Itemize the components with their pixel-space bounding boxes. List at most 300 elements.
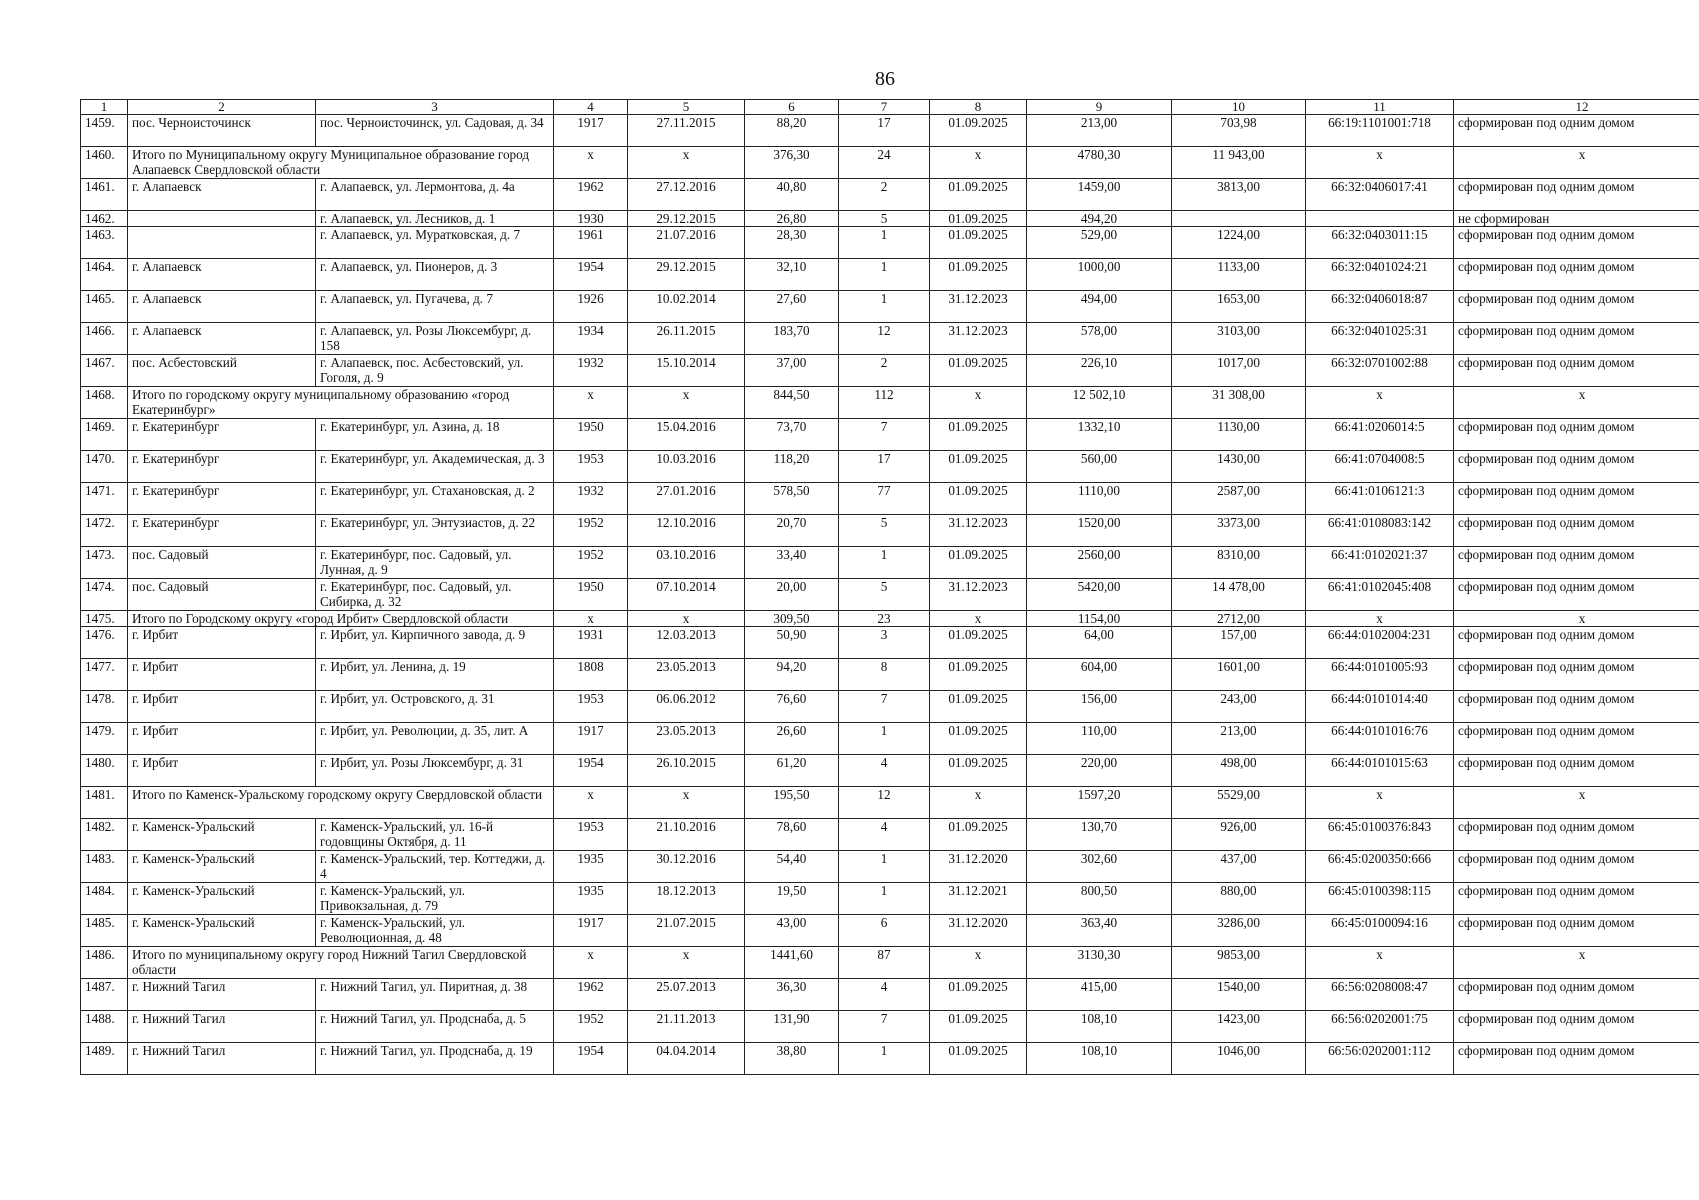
column-9-cell: 110,00: [1027, 723, 1172, 755]
deadline-cell: x: [930, 787, 1027, 819]
year-cell: 1952: [554, 1011, 628, 1043]
column-9-cell: 1459,00: [1027, 179, 1172, 211]
cadastral-number-cell: 66:45:0200350:666: [1306, 851, 1454, 883]
deadline-cell: 01.09.2025: [930, 419, 1027, 451]
table-row: [81, 355, 1699, 387]
settlement-cell: г. Екатеринбург: [128, 515, 316, 547]
column-10-cell: 1430,00: [1172, 451, 1306, 483]
cadastral-number-cell: 66:44:0101014:40: [1306, 691, 1454, 723]
cadastral-number-cell: 66:56:0202001:75: [1306, 1011, 1454, 1043]
date-cell: x: [628, 147, 745, 179]
date-cell: 03.10.2016: [628, 547, 745, 579]
status-cell: сформирован под одним домом: [1454, 227, 1699, 259]
column-9-cell: 363,40: [1027, 915, 1172, 947]
status-cell: x: [1454, 387, 1699, 419]
table-total-row: [81, 787, 1699, 819]
cadastral-number-cell: 66:56:0202001:112: [1306, 1043, 1454, 1075]
column-9-cell: 130,70: [1027, 819, 1172, 851]
settlement-cell: г. Каменск-Уральский: [128, 851, 316, 883]
cadastral-number-cell: 66:44:0101005:93: [1306, 659, 1454, 691]
status-cell: сформирован под одним домом: [1454, 627, 1699, 659]
row-number: 1485.: [81, 915, 128, 947]
count-cell: 1: [839, 259, 930, 291]
row-number: 1487.: [81, 979, 128, 1011]
deadline-cell: 01.09.2025: [930, 227, 1027, 259]
cadastral-number-cell: 66:44:0102004:231: [1306, 627, 1454, 659]
count-cell: 112: [839, 387, 930, 419]
column-10-cell: 703,98: [1172, 115, 1306, 147]
area-cell: 36,30: [745, 979, 839, 1011]
status-cell: сформирован под одним домом: [1454, 851, 1699, 883]
count-cell: 2: [839, 179, 930, 211]
date-cell: 21.10.2016: [628, 819, 745, 851]
table-row: [81, 259, 1699, 291]
row-number: 1461.: [81, 179, 128, 211]
date-cell: 15.10.2014: [628, 355, 745, 387]
table-row: [81, 691, 1699, 723]
address-cell: г. Екатеринбург, пос. Садовый, ул. Лунная, д. 9: [316, 547, 554, 579]
count-cell: 12: [839, 787, 930, 819]
cadastral-number-cell: [1306, 211, 1454, 227]
deadline-cell: 01.09.2025: [930, 179, 1027, 211]
deadline-cell: x: [930, 947, 1027, 979]
column-10-cell: 1017,00: [1172, 355, 1306, 387]
column-number-2: 2: [128, 100, 316, 115]
area-cell: 118,20: [745, 451, 839, 483]
table-total-row: [81, 387, 1699, 419]
column-number-12: 12: [1454, 100, 1699, 115]
count-cell: 12: [839, 323, 930, 355]
column-10-cell: 3813,00: [1172, 179, 1306, 211]
area-cell: 94,20: [745, 659, 839, 691]
area-cell: 131,90: [745, 1011, 839, 1043]
column-9-cell: 12 502,10: [1027, 387, 1172, 419]
year-cell: 1953: [554, 819, 628, 851]
column-number-7: 7: [839, 100, 930, 115]
column-9-cell: 64,00: [1027, 627, 1172, 659]
date-cell: 15.04.2016: [628, 419, 745, 451]
count-cell: 1: [839, 723, 930, 755]
area-cell: 27,60: [745, 291, 839, 323]
column-number-11: 11: [1306, 100, 1454, 115]
column-9-cell: 800,50: [1027, 883, 1172, 915]
total-title: Итого по городскому округу муниципальному образованию «город Екатеринбург»: [128, 387, 554, 419]
settlement-cell: г. Алапаевск: [128, 323, 316, 355]
column-10-cell: 1423,00: [1172, 1011, 1306, 1043]
address-cell: пос. Черноисточинск, ул. Садовая, д. 34: [316, 115, 554, 147]
area-cell: 26,60: [745, 723, 839, 755]
column-9-cell: 5420,00: [1027, 579, 1172, 611]
deadline-cell: 01.09.2025: [930, 211, 1027, 227]
column-number-3: 3: [316, 100, 554, 115]
row-number: 1478.: [81, 691, 128, 723]
total-title: Итого по Муниципальному округу Муниципальное образование город Алапаевск Свердловской области: [128, 147, 554, 179]
row-number: 1482.: [81, 819, 128, 851]
address-cell: г. Ирбит, ул. Кирпичного завода, д. 9: [316, 627, 554, 659]
row-number: 1460.: [81, 147, 128, 179]
date-cell: 27.01.2016: [628, 483, 745, 515]
settlement-cell: г. Каменск-Уральский: [128, 819, 316, 851]
area-cell: 20,70: [745, 515, 839, 547]
status-cell: сформирован под одним домом: [1454, 723, 1699, 755]
settlement-cell: г. Екатеринбург: [128, 483, 316, 515]
cadastral-number-cell: x: [1306, 387, 1454, 419]
row-number: 1464.: [81, 259, 128, 291]
table-total-row: [81, 147, 1699, 179]
date-cell: 30.12.2016: [628, 851, 745, 883]
row-number: 1466.: [81, 323, 128, 355]
table-row: [81, 1011, 1699, 1043]
date-cell: 26.10.2015: [628, 755, 745, 787]
cadastral-number-cell: 66:41:0102045:408: [1306, 579, 1454, 611]
column-10-cell: 437,00: [1172, 851, 1306, 883]
table-row: [81, 1043, 1699, 1075]
area-cell: 376,30: [745, 147, 839, 179]
deadline-cell: 01.09.2025: [930, 819, 1027, 851]
date-cell: x: [628, 611, 745, 627]
column-number-8: 8: [930, 100, 1027, 115]
column-10-cell: 2587,00: [1172, 483, 1306, 515]
area-cell: 28,30: [745, 227, 839, 259]
address-cell: г. Ирбит, ул. Розы Люксембург, д. 31: [316, 755, 554, 787]
column-10-cell: [1172, 211, 1306, 227]
status-cell: сформирован под одним домом: [1454, 259, 1699, 291]
settlement-cell: [128, 211, 316, 227]
deadline-cell: 31.12.2023: [930, 579, 1027, 611]
cadastral-number-cell: 66:41:0704008:5: [1306, 451, 1454, 483]
count-cell: 4: [839, 755, 930, 787]
year-cell: 1935: [554, 883, 628, 915]
deadline-cell: 01.09.2025: [930, 115, 1027, 147]
status-cell: сформирован под одним домом: [1454, 915, 1699, 947]
column-9-cell: 494,20: [1027, 211, 1172, 227]
column-10-cell: 1540,00: [1172, 979, 1306, 1011]
deadline-cell: 01.09.2025: [930, 483, 1027, 515]
column-10-cell: 213,00: [1172, 723, 1306, 755]
address-cell: г. Екатеринбург, пос. Садовый, ул. Сибирка, д. 32: [316, 579, 554, 611]
column-10-cell: 11 943,00: [1172, 147, 1306, 179]
address-cell: г. Нижний Тагил, ул. Продснаба, д. 5: [316, 1011, 554, 1043]
year-cell: 1954: [554, 755, 628, 787]
year-cell: 1953: [554, 451, 628, 483]
count-cell: 4: [839, 979, 930, 1011]
address-cell: г. Алапаевск, ул. Пионеров, д. 3: [316, 259, 554, 291]
cadastral-number-cell: 66:45:0100398:115: [1306, 883, 1454, 915]
table-row: [81, 515, 1699, 547]
area-cell: 50,90: [745, 627, 839, 659]
area-cell: 20,00: [745, 579, 839, 611]
settlement-cell: г. Екатеринбург: [128, 419, 316, 451]
table-row: [81, 883, 1699, 915]
table-total-row: [81, 611, 1699, 627]
column-10-cell: 498,00: [1172, 755, 1306, 787]
column-9-cell: 108,10: [1027, 1011, 1172, 1043]
deadline-cell: 01.09.2025: [930, 723, 1027, 755]
settlement-cell: [128, 227, 316, 259]
column-10-cell: 31 308,00: [1172, 387, 1306, 419]
date-cell: 25.07.2013: [628, 979, 745, 1011]
column-9-cell: 226,10: [1027, 355, 1172, 387]
year-cell: 1930: [554, 211, 628, 227]
count-cell: 1: [839, 547, 930, 579]
cadastral-number-cell: 66:45:0100094:16: [1306, 915, 1454, 947]
address-cell: г. Алапаевск, ул. Пугачева, д. 7: [316, 291, 554, 323]
date-cell: 21.11.2013: [628, 1011, 745, 1043]
address-cell: г. Каменск-Уральский, тер. Коттеджи, д. 4: [316, 851, 554, 883]
deadline-cell: x: [930, 611, 1027, 627]
year-cell: 1962: [554, 979, 628, 1011]
settlement-cell: г. Нижний Тагил: [128, 979, 316, 1011]
row-number: 1465.: [81, 291, 128, 323]
count-cell: 5: [839, 211, 930, 227]
status-cell: сформирован под одним домом: [1454, 115, 1699, 147]
year-cell: 1931: [554, 627, 628, 659]
status-cell: сформирован под одним домом: [1454, 755, 1699, 787]
settlement-cell: г. Каменск-Уральский: [128, 883, 316, 915]
deadline-cell: x: [930, 147, 1027, 179]
count-cell: 23: [839, 611, 930, 627]
column-9-cell: 1154,00: [1027, 611, 1172, 627]
column-10-cell: 1653,00: [1172, 291, 1306, 323]
row-number: 1470.: [81, 451, 128, 483]
column-9-cell: 604,00: [1027, 659, 1172, 691]
row-number: 1479.: [81, 723, 128, 755]
date-cell: 07.10.2014: [628, 579, 745, 611]
row-number: 1474.: [81, 579, 128, 611]
address-cell: г. Алапаевск, ул. Лермонтова, д. 4а: [316, 179, 554, 211]
settlement-cell: пос. Садовый: [128, 547, 316, 579]
table-row: [81, 915, 1699, 947]
status-cell: сформирован под одним домом: [1454, 179, 1699, 211]
area-cell: 38,80: [745, 1043, 839, 1075]
date-cell: 29.12.2015: [628, 211, 745, 227]
table-row: [81, 851, 1699, 883]
status-cell: сформирован под одним домом: [1454, 979, 1699, 1011]
table-row: [81, 115, 1699, 147]
column-number-9: 9: [1027, 100, 1172, 115]
housing-table: [80, 99, 1699, 1075]
date-cell: 23.05.2013: [628, 659, 745, 691]
count-cell: 5: [839, 515, 930, 547]
cadastral-number-cell: x: [1306, 611, 1454, 627]
table-row: [81, 723, 1699, 755]
date-cell: 29.12.2015: [628, 259, 745, 291]
status-cell: x: [1454, 611, 1699, 627]
row-number: 1472.: [81, 515, 128, 547]
column-10-cell: 5529,00: [1172, 787, 1306, 819]
address-cell: г. Ирбит, ул. Островского, д. 31: [316, 691, 554, 723]
row-number: 1484.: [81, 883, 128, 915]
count-cell: 5: [839, 579, 930, 611]
settlement-cell: пос. Асбестовский: [128, 355, 316, 387]
cadastral-number-cell: 66:32:0701002:88: [1306, 355, 1454, 387]
year-cell: 1954: [554, 1043, 628, 1075]
status-cell: сформирован под одним домом: [1454, 419, 1699, 451]
cadastral-number-cell: 66:45:0100376:843: [1306, 819, 1454, 851]
column-10-cell: 1130,00: [1172, 419, 1306, 451]
deadline-cell: 01.09.2025: [930, 979, 1027, 1011]
cadastral-number-cell: 66:19:1101001:718: [1306, 115, 1454, 147]
status-cell: x: [1454, 947, 1699, 979]
column-9-cell: 1597,20: [1027, 787, 1172, 819]
table-total-row: [81, 947, 1699, 979]
settlement-cell: г. Ирбит: [128, 755, 316, 787]
date-cell: 23.05.2013: [628, 723, 745, 755]
address-cell: г. Каменск-Уральский, ул. Привокзальная, д. 79: [316, 883, 554, 915]
area-cell: 195,50: [745, 787, 839, 819]
column-9-cell: 1332,10: [1027, 419, 1172, 451]
count-cell: 3: [839, 627, 930, 659]
date-cell: 12.10.2016: [628, 515, 745, 547]
deadline-cell: 01.09.2025: [930, 659, 1027, 691]
total-title: Итого по муниципальному округу город Нижний Тагил Свердловской области: [128, 947, 554, 979]
address-cell: г. Ирбит, ул. Революции, д. 35, лит. А: [316, 723, 554, 755]
deadline-cell: 01.09.2025: [930, 547, 1027, 579]
area-cell: 61,20: [745, 755, 839, 787]
area-cell: 33,40: [745, 547, 839, 579]
deadline-cell: 01.09.2025: [930, 1011, 1027, 1043]
year-cell: 1961: [554, 227, 628, 259]
count-cell: 1: [839, 851, 930, 883]
area-cell: 43,00: [745, 915, 839, 947]
deadline-cell: 01.09.2025: [930, 755, 1027, 787]
area-cell: 19,50: [745, 883, 839, 915]
address-cell: г. Екатеринбург, ул. Академическая, д. 3: [316, 451, 554, 483]
settlement-cell: г. Ирбит: [128, 627, 316, 659]
cadastral-number-cell: 66:32:0401024:21: [1306, 259, 1454, 291]
area-cell: 309,50: [745, 611, 839, 627]
area-cell: 76,60: [745, 691, 839, 723]
deadline-cell: 01.09.2025: [930, 691, 1027, 723]
row-number: 1476.: [81, 627, 128, 659]
cadastral-number-cell: 66:41:0102021:37: [1306, 547, 1454, 579]
cadastral-number-cell: 66:41:0106121:3: [1306, 483, 1454, 515]
year-cell: 1934: [554, 323, 628, 355]
column-9-cell: 2560,00: [1027, 547, 1172, 579]
count-cell: 1: [839, 227, 930, 259]
total-title: Итого по Каменск-Уральскому городскому округу Свердловской области: [128, 787, 554, 819]
cadastral-number-cell: 66:44:0101016:76: [1306, 723, 1454, 755]
status-cell: сформирован под одним домом: [1454, 691, 1699, 723]
table-row: [81, 227, 1699, 259]
row-number: 1471.: [81, 483, 128, 515]
column-9-cell: 220,00: [1027, 755, 1172, 787]
table-row: [81, 979, 1699, 1011]
column-10-cell: 8310,00: [1172, 547, 1306, 579]
column-10-cell: 3286,00: [1172, 915, 1306, 947]
deadline-cell: 31.12.2020: [930, 851, 1027, 883]
status-cell: сформирован под одним домом: [1454, 451, 1699, 483]
year-cell: x: [554, 787, 628, 819]
deadline-cell: 01.09.2025: [930, 1043, 1027, 1075]
area-cell: 40,80: [745, 179, 839, 211]
count-cell: 1: [839, 1043, 930, 1075]
address-cell: г. Каменск-Уральский, ул. Революционная, д. 48: [316, 915, 554, 947]
settlement-cell: г. Ирбит: [128, 723, 316, 755]
page-number: 86: [875, 68, 895, 90]
row-number: 1459.: [81, 115, 128, 147]
column-10-cell: 3373,00: [1172, 515, 1306, 547]
address-cell: г. Алапаевск, пос. Асбестовский, ул. Гоголя, д. 9: [316, 355, 554, 387]
year-cell: 1935: [554, 851, 628, 883]
deadline-cell: 31.12.2020: [930, 915, 1027, 947]
deadline-cell: x: [930, 387, 1027, 419]
table-row: [81, 627, 1699, 659]
cadastral-number-cell: x: [1306, 947, 1454, 979]
column-9-cell: 529,00: [1027, 227, 1172, 259]
count-cell: 6: [839, 915, 930, 947]
year-cell: 1952: [554, 515, 628, 547]
area-cell: 32,10: [745, 259, 839, 291]
cadastral-number-cell: 66:41:0108083:142: [1306, 515, 1454, 547]
count-cell: 17: [839, 115, 930, 147]
date-cell: x: [628, 947, 745, 979]
row-number: 1477.: [81, 659, 128, 691]
count-cell: 7: [839, 419, 930, 451]
column-10-cell: 1224,00: [1172, 227, 1306, 259]
table-row: [81, 291, 1699, 323]
date-cell: x: [628, 387, 745, 419]
address-cell: г. Алапаевск, ул. Розы Люксембург, д. 158: [316, 323, 554, 355]
address-cell: г. Алапаевск, ул. Лесников, д. 1: [316, 211, 554, 227]
table-row: [81, 419, 1699, 451]
settlement-cell: пос. Садовый: [128, 579, 316, 611]
deadline-cell: 01.09.2025: [930, 355, 1027, 387]
year-cell: 1917: [554, 915, 628, 947]
column-9-cell: 302,60: [1027, 851, 1172, 883]
year-cell: x: [554, 387, 628, 419]
column-10-cell: 243,00: [1172, 691, 1306, 723]
date-cell: 10.03.2016: [628, 451, 745, 483]
table-row: [81, 179, 1699, 211]
deadline-cell: 31.12.2023: [930, 323, 1027, 355]
column-9-cell: 415,00: [1027, 979, 1172, 1011]
column-9-cell: 1110,00: [1027, 483, 1172, 515]
date-cell: 27.12.2016: [628, 179, 745, 211]
year-cell: x: [554, 611, 628, 627]
row-number: 1462.: [81, 211, 128, 227]
column-9-cell: 156,00: [1027, 691, 1172, 723]
column-10-cell: 1046,00: [1172, 1043, 1306, 1075]
table-row: [81, 755, 1699, 787]
settlement-cell: г. Алапаевск: [128, 259, 316, 291]
status-cell: сформирован под одним домом: [1454, 483, 1699, 515]
cadastral-number-cell: 66:32:0401025:31: [1306, 323, 1454, 355]
column-9-cell: 578,00: [1027, 323, 1172, 355]
cadastral-number-cell: x: [1306, 147, 1454, 179]
address-cell: г. Екатеринбург, ул. Стахановская, д. 2: [316, 483, 554, 515]
area-cell: 73,70: [745, 419, 839, 451]
date-cell: x: [628, 787, 745, 819]
row-number: 1483.: [81, 851, 128, 883]
date-cell: 10.02.2014: [628, 291, 745, 323]
column-10-cell: 1133,00: [1172, 259, 1306, 291]
settlement-cell: г. Нижний Тагил: [128, 1043, 316, 1075]
row-number: 1475.: [81, 611, 128, 627]
year-cell: 1953: [554, 691, 628, 723]
address-cell: г. Нижний Тагил, ул. Пиритная, д. 38: [316, 979, 554, 1011]
area-cell: 183,70: [745, 323, 839, 355]
deadline-cell: 01.09.2025: [930, 627, 1027, 659]
column-10-cell: 880,00: [1172, 883, 1306, 915]
year-cell: 1950: [554, 579, 628, 611]
cadastral-number-cell: 66:32:0403011:15: [1306, 227, 1454, 259]
table-body: [81, 100, 1699, 1075]
count-cell: 87: [839, 947, 930, 979]
status-cell: сформирован под одним домом: [1454, 355, 1699, 387]
year-cell: 1808: [554, 659, 628, 691]
column-9-cell: 494,00: [1027, 291, 1172, 323]
